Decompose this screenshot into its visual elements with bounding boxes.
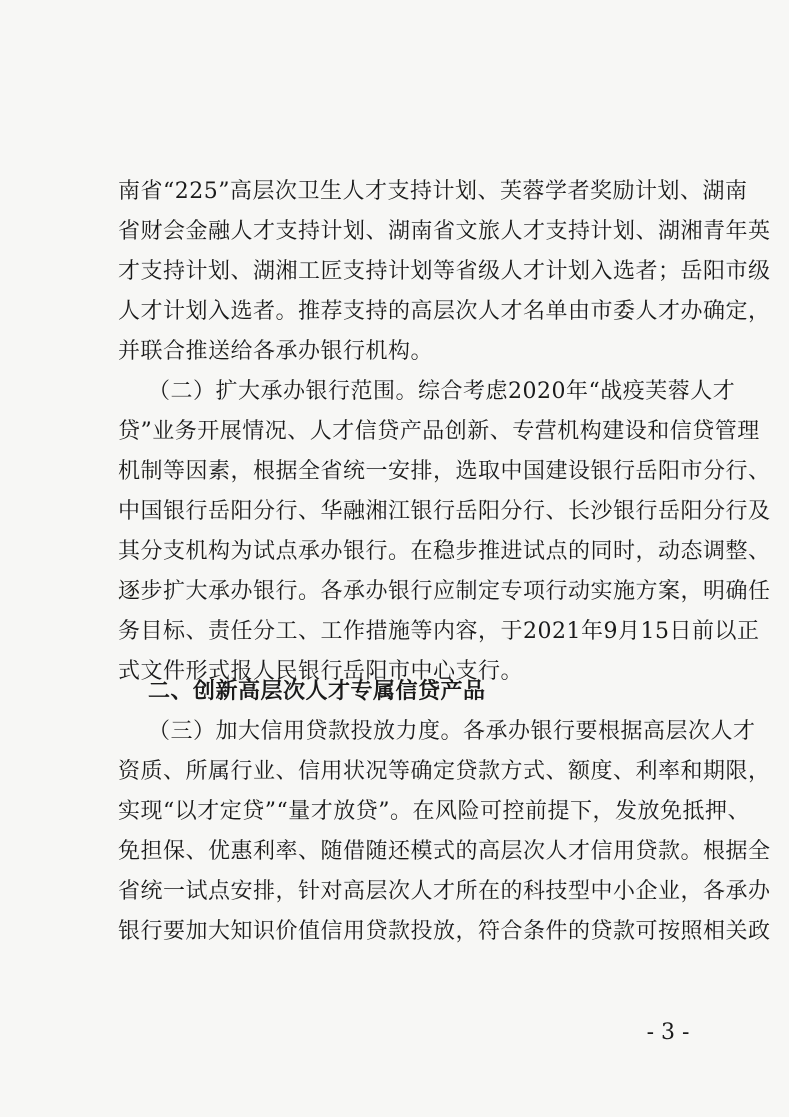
paragraph-expand-banks bbox=[118, 372, 771, 692]
text-line: 免担保、优惠利率、随借随还模式的高层次人才信用贷款。根据全 bbox=[118, 839, 771, 864]
text-line: 中国银行岳阳分行、华融湘江银行岳阳分行、长沙银行岳阳分行及 bbox=[118, 499, 771, 524]
text-line: 逐步扩大承办银行。各承办银行应制定专项行动实施方案，明确任 bbox=[118, 579, 771, 604]
text-line: 实现“以才定贷”“量才放贷”。在风险可控前提下，发放免抵押、 bbox=[118, 799, 750, 824]
text-line: 省统一试点安排，针对高层次人才所在的科技型中小企业，各承办 bbox=[118, 879, 771, 904]
paragraph-credit-loans bbox=[118, 712, 771, 952]
text-line: 贷”业务开展情况、人才信贷产品创新、专营机构建设和信贷管理 bbox=[118, 419, 760, 444]
text-line: 式文件形式报人民银行岳阳市中心支行。 bbox=[118, 659, 524, 684]
section-heading-text: 二、创新高层次人才专属信贷产品 bbox=[148, 679, 486, 704]
text-line: 务目标、责任分工、工作措施等内容，于2021年9月15日前以正 bbox=[118, 619, 760, 644]
text-line: 省财会金融人才支持计划、湖南省文旅人才支持计划、湖湘青年英 bbox=[118, 219, 771, 244]
paragraph-talent-programs bbox=[118, 172, 771, 372]
text-line: 南省“225”高层次卫生人才支持计划、芙蓉学者奖励计划、湖南 bbox=[118, 179, 748, 204]
text-line: 其分支机构为试点承办银行。在稳步推进试点的同时，动态调整、 bbox=[118, 539, 771, 564]
text-line: 银行要加大知识价值信用贷款投放，符合条件的贷款可按照相关政 bbox=[118, 919, 771, 944]
text-line: 并联合推送给各承办银行机构。 bbox=[118, 339, 434, 364]
page-number: - 3 - bbox=[646, 1020, 690, 1045]
text-line: 人才计划入选者。推荐支持的高层次人才名单由市委人才办确定， bbox=[118, 299, 771, 324]
text-line: 才支持计划、湖湘工匠支持计划等省级人才计划入选者；岳阳市级 bbox=[118, 259, 771, 284]
text-line: （三）加大信用贷款投放力度。各承办银行要根据高层次人才 bbox=[148, 719, 756, 744]
text-line: （二）扩大承办银行范围。综合考虑2020年“战疫芙蓉人才 bbox=[148, 379, 736, 404]
text-line: 资质、所属行业、信用状况等确定贷款方式、额度、利率和期限， bbox=[118, 759, 771, 784]
section-heading bbox=[118, 672, 688, 712]
text-line: 机制等因素，根据全省统一安排，选取中国建设银行岳阳市分行、 bbox=[118, 459, 771, 484]
